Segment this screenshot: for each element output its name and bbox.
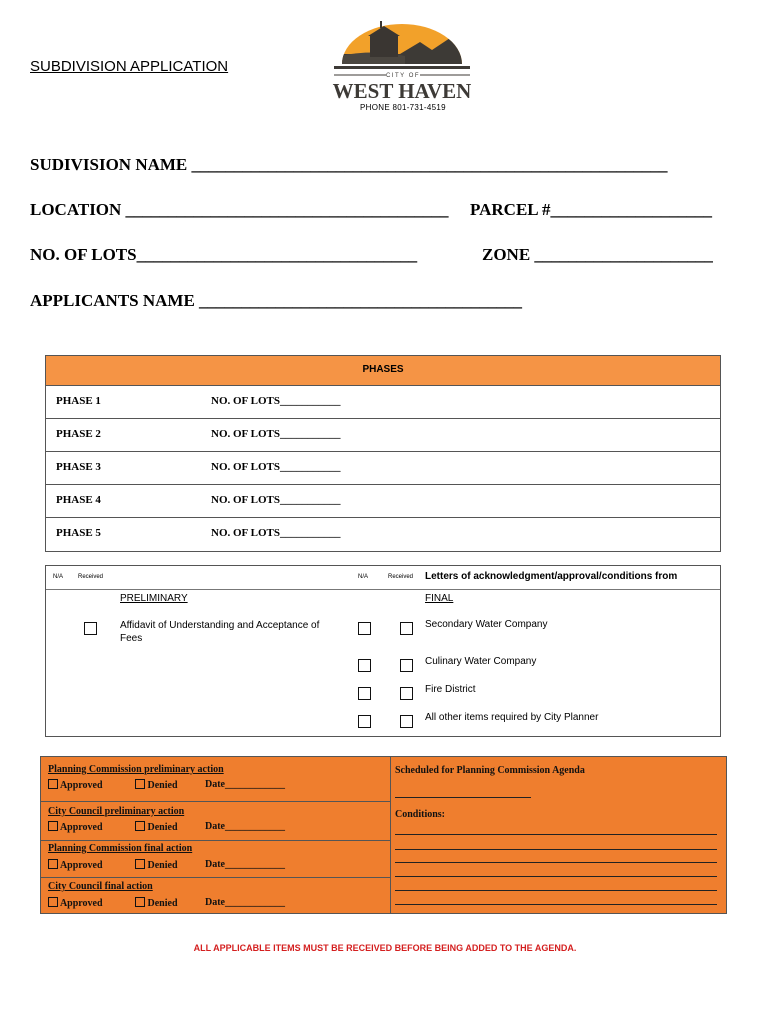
phases-header-label: PHASES xyxy=(362,364,404,375)
phase-name: PHASE 1 xyxy=(56,395,101,407)
action-options xyxy=(48,859,103,871)
date-field[interactable]: Date____________ xyxy=(205,779,285,790)
approved-label: Approved xyxy=(59,822,103,833)
column-divider xyxy=(390,757,391,913)
phase-lots-field[interactable]: NO. OF LOTS___________ xyxy=(211,428,341,440)
na-label-left: N/A xyxy=(53,574,64,580)
phase-name: PHASE 3 xyxy=(56,461,101,473)
location-field[interactable]: LOCATION ______________________________________ xyxy=(30,200,449,219)
other-items-label: All other items required by City Planner xyxy=(425,712,599,723)
row-divider xyxy=(41,801,391,802)
culinary-water-label: Culinary Water Company xyxy=(425,656,537,667)
denied-label: Denied xyxy=(147,898,178,909)
scheduled-date-line[interactable] xyxy=(395,797,531,798)
denied-label: Denied xyxy=(147,780,178,791)
fire-district-na-checkbox[interactable] xyxy=(358,687,371,700)
denied-option xyxy=(135,859,178,871)
approved-label: Approved xyxy=(59,898,103,909)
action-title: Planning Commission final action xyxy=(48,843,193,854)
applicant-name-field[interactable]: APPLICANTS NAME ______________________________________ xyxy=(30,291,523,310)
divider xyxy=(46,589,720,590)
denied-option xyxy=(135,821,178,833)
conditions-line[interactable] xyxy=(395,904,717,905)
phone-number: PHONE 801-731-4519 xyxy=(360,103,446,112)
received-label-right: Received xyxy=(388,574,414,580)
final-heading: FINAL xyxy=(425,593,454,604)
logo-city-of: CITY OF xyxy=(385,73,421,79)
phase-name: PHASE 4 xyxy=(56,494,101,506)
denied-option xyxy=(135,779,178,791)
date-field[interactable]: Date____________ xyxy=(205,821,285,832)
phase-name: PHASE 5 xyxy=(56,527,101,539)
received-label-left: Received xyxy=(78,574,104,580)
phase-row xyxy=(46,386,720,419)
conditions-line[interactable] xyxy=(395,849,717,850)
phases-header xyxy=(46,356,720,386)
parcel-field[interactable]: PARCEL #___________________ xyxy=(470,200,712,219)
denied-label: Denied xyxy=(147,822,178,833)
approved-checkbox[interactable] xyxy=(48,897,58,907)
approved-label: Approved xyxy=(59,780,103,791)
conditions-label: Conditions: xyxy=(395,809,446,820)
scheduled-label: Scheduled for Planning Commission Agenda xyxy=(395,765,585,776)
denied-checkbox[interactable] xyxy=(135,821,145,831)
action-title: City Council final action xyxy=(48,881,153,892)
approved-checkbox[interactable] xyxy=(48,779,58,789)
approved-checkbox[interactable] xyxy=(48,859,58,869)
phase-lots-field[interactable]: NO. OF LOTS___________ xyxy=(211,527,341,539)
denied-checkbox[interactable] xyxy=(135,859,145,869)
approved-checkbox[interactable] xyxy=(48,821,58,831)
na-label-right: N/A xyxy=(358,574,369,580)
zone-field[interactable]: ZONE _____________________ xyxy=(482,245,713,264)
conditions-line[interactable] xyxy=(395,890,717,891)
west-haven-logo xyxy=(330,20,475,108)
secondary-water-received-checkbox[interactable] xyxy=(400,622,413,635)
approved-label: Approved xyxy=(59,860,103,871)
row-divider xyxy=(41,840,391,841)
phase-row xyxy=(46,518,720,551)
fire-district-label: Fire District xyxy=(425,684,476,695)
action-options xyxy=(48,897,103,909)
form-title: SUBDIVISION APPLICATION xyxy=(30,58,229,75)
phase-row xyxy=(46,485,720,518)
denied-checkbox[interactable] xyxy=(135,897,145,907)
affidavit-checkbox[interactable] xyxy=(84,622,97,635)
culinary-water-received-checkbox[interactable] xyxy=(400,659,413,672)
action-title: City Council preliminary action xyxy=(48,806,185,817)
conditions-line[interactable] xyxy=(395,834,717,835)
affidavit-label: Affidavit of Understanding and Acceptance of Fees xyxy=(120,620,320,644)
action-options xyxy=(48,821,103,833)
conditions-line[interactable] xyxy=(395,862,717,863)
documents-section xyxy=(45,565,721,737)
fire-district-received-checkbox[interactable] xyxy=(400,687,413,700)
subdivision-name-field[interactable]: SUDIVISION NAME ________________________________________________________ xyxy=(30,155,668,174)
phase-lots-field[interactable]: NO. OF LOTS___________ xyxy=(211,494,341,506)
action-options xyxy=(48,779,103,791)
phase-lots-field[interactable]: NO. OF LOTS___________ xyxy=(211,395,341,407)
number-of-lots-field[interactable]: NO. OF LOTS_________________________________ xyxy=(30,245,418,264)
date-field[interactable]: Date____________ xyxy=(205,859,285,870)
phase-lots-field[interactable]: NO. OF LOTS___________ xyxy=(211,461,341,473)
row-divider xyxy=(41,877,391,878)
denied-label: Denied xyxy=(147,860,178,871)
action-title: Planning Commission preliminary action xyxy=(48,764,224,775)
culinary-water-na-checkbox[interactable] xyxy=(358,659,371,672)
conditions-line[interactable] xyxy=(395,876,717,877)
other-items-received-checkbox[interactable] xyxy=(400,715,413,728)
secondary-water-label: Secondary Water Company xyxy=(425,619,548,630)
secondary-water-na-checkbox[interactable] xyxy=(358,622,371,635)
phase-row xyxy=(46,419,720,452)
footer-notice: ALL APPLICABLE ITEMS MUST BE RECEIVED BEFORE BEING ADDED TO THE AGENDA. xyxy=(193,943,577,953)
phase-name: PHASE 2 xyxy=(56,428,101,440)
logo-wordmark: WEST HAVEN xyxy=(332,79,472,103)
other-items-na-checkbox[interactable] xyxy=(358,715,371,728)
denied-option xyxy=(135,897,178,909)
phases-table xyxy=(45,355,721,552)
date-field[interactable]: Date____________ xyxy=(205,897,285,908)
denied-checkbox[interactable] xyxy=(135,779,145,789)
right-column-heading: Letters of acknowledgment/approval/conditions from xyxy=(425,571,678,582)
preliminary-heading: PRELIMINARY xyxy=(120,593,188,604)
phase-row xyxy=(46,452,720,485)
